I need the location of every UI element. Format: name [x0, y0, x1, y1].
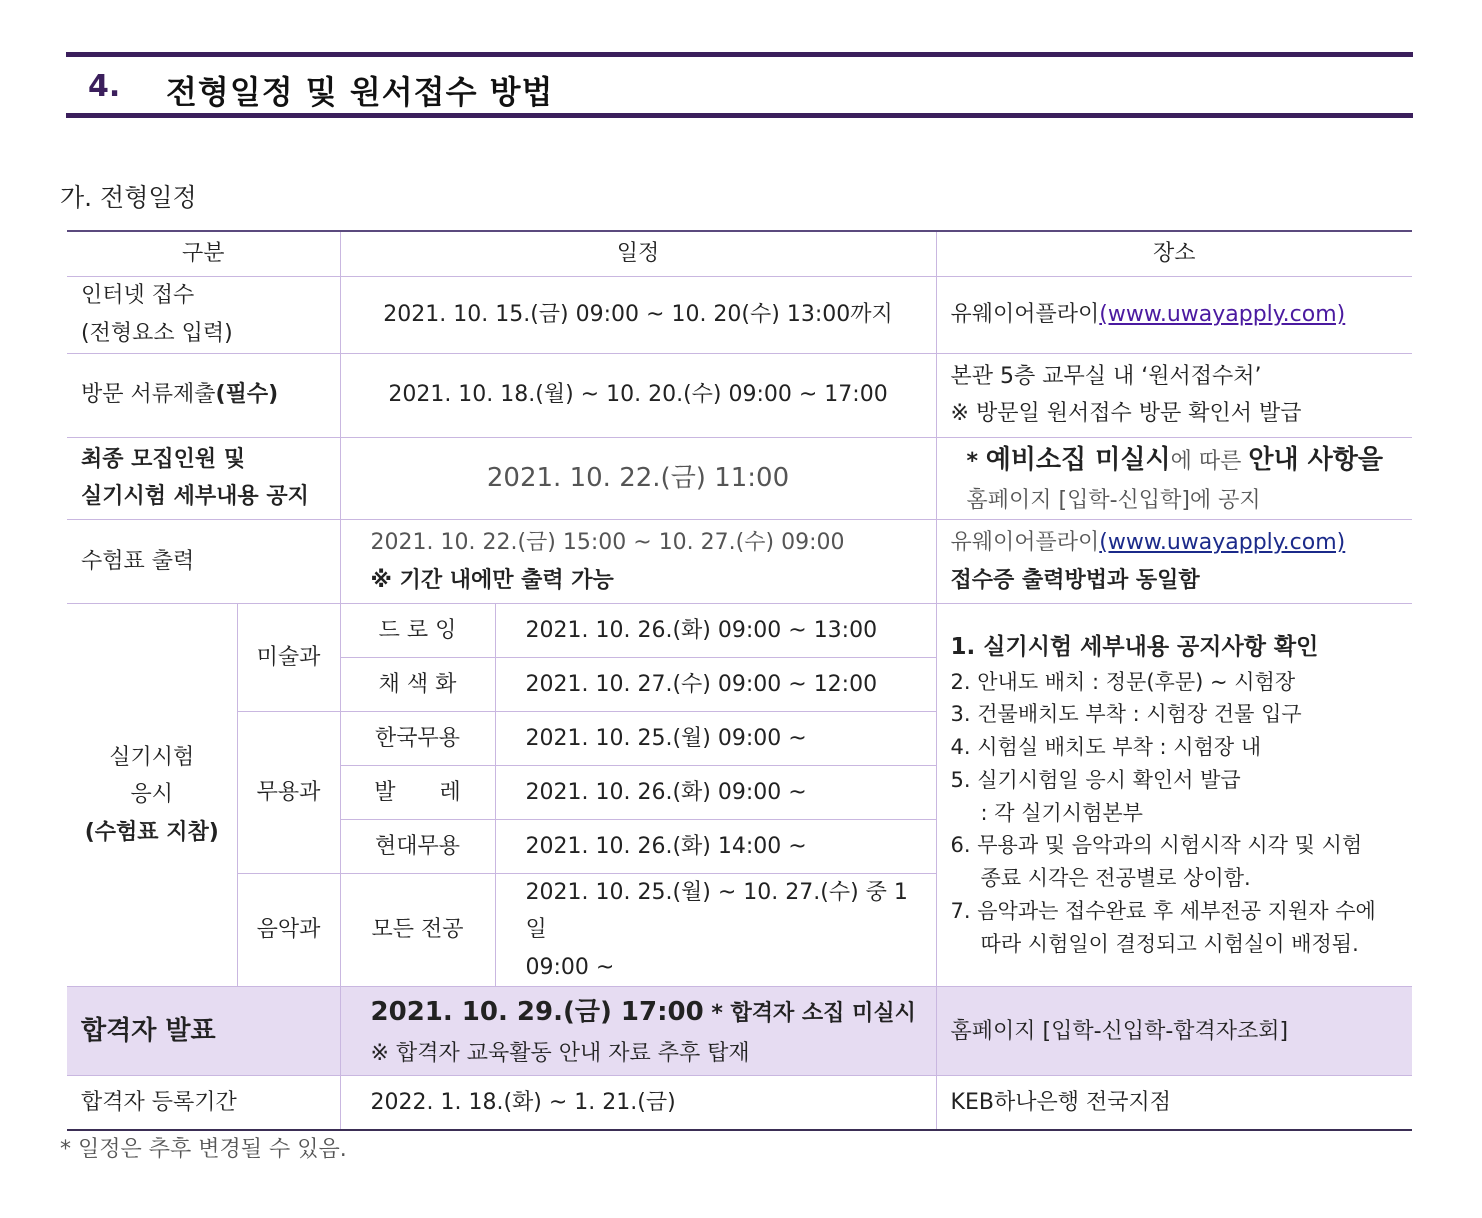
row-registration [67, 1076, 1412, 1130]
register-schedule: 2022. 1. 18.(화) ~ 1. 21.(금) [340, 1076, 936, 1130]
date-music: 2021. 10. 25.(월) ~ 10. 27.(수) 중 1일 09:00 ~ [495, 874, 936, 987]
footnote: * 일정은 추후 변경될 수 있음. [60, 1137, 347, 1162]
section-title: 전형일정 및 원서접수 방법 [166, 73, 554, 111]
practical-notes: 1. 실기시험 세부내용 공지사항 확인 2. 안내도 배치 : 정문(후문) ~ 시험장 3. 건물배치도 부착 : 시험장 건물 입구 4. 시험실 배치도 부착 : 시험장 내 5. 실기시험일 응시 확인서 발급 : 각 실기시험본부 6. 무용과 및 음악과의 시험시작 시각 및 시험 종료 시각은 전공별로 상이함. 7. 음악과는 접수완료 후 세부전공 지원자 수에 따라 시험일이 결정되고 시험실이 배정됨. [936, 604, 1412, 987]
result-schedule: 2021. 10. 29.(금) 17:00 * 합격자 소집 미실시 ※ 합격자 교육활동 안내 자료 추후 탑재 [340, 987, 936, 1076]
row-ticket-print [67, 520, 1412, 604]
schedule-table [67, 230, 1412, 1131]
dept-music: 음악과 [237, 874, 340, 987]
ticket-place: 유웨이어플라이(www.uwayapply.com) 접수증 출력방법과 동일함 [936, 520, 1412, 604]
header-schedule: 일정 [340, 231, 936, 276]
header-category: 구분 [67, 231, 340, 276]
subsection-title: 가. 전형일정 [60, 183, 197, 212]
date-korean-dance: 2021. 10. 25.(월) 09:00 ~ [495, 712, 936, 766]
result-category: 합격자 발표 [67, 987, 340, 1076]
table-header-row [67, 231, 1412, 276]
notice-category: 최종 모집인원 및 실기시험 세부내용 공지 [67, 437, 340, 520]
section-header [66, 52, 1413, 118]
dept-dance: 무용과 [237, 712, 340, 874]
practical-category: 실기시험 응시 (수험표 지참) [67, 604, 237, 987]
major-modern-dance: 현대무용 [340, 820, 495, 874]
visit-place: 본관 5층 교무실 내 ‘원서접수처’ ※ 방문일 원서접수 방문 확인서 발급 [936, 353, 1412, 437]
date-ballet: 2021. 10. 26.(화) 09:00 ~ [495, 766, 936, 820]
online-place: 유웨이어플라이(www.uwayapply.com) [936, 276, 1412, 353]
row-visit-submission [67, 353, 1412, 437]
row-result-announcement [67, 987, 1412, 1076]
section-number: 4. [88, 69, 121, 104]
online-schedule: 2021. 10. 15.(금) 09:00 ~ 10. 20(수) 13:00까지 [340, 276, 936, 353]
major-korean-dance: 한국무용 [340, 712, 495, 766]
major-drawing: 드 로 잉 [340, 604, 495, 658]
ticket-schedule: 2021. 10. 22.(금) 15:00 ~ 10. 27.(수) 09:00 ※ 기간 내에만 출력 가능 [340, 520, 936, 604]
visit-schedule: 2021. 10. 18.(월) ~ 10. 20.(수) 09:00 ~ 17:00 [340, 353, 936, 437]
major-ballet: 발 레 [340, 766, 495, 820]
visit-category: 방문 서류제출(필수) [67, 353, 340, 437]
result-place: 홈페이지 [입학-신입학-합격자조회] [936, 987, 1412, 1076]
row-online-application [67, 276, 1412, 353]
major-painting: 채 색 화 [340, 658, 495, 712]
notice-place: * 예비소집 미실시에 따른 안내 사항을 홈페이지 [입학-신입학]에 공지 [936, 437, 1412, 520]
header-place: 장소 [936, 231, 1412, 276]
online-category: 인터넷 접수 (전형요소 입력) [67, 276, 340, 353]
row-final-notice [67, 437, 1412, 520]
date-modern-dance: 2021. 10. 26.(화) 14:00 ~ [495, 820, 936, 874]
ticket-category: 수험표 출력 [67, 520, 340, 604]
date-painting: 2021. 10. 27.(수) 09:00 ~ 12:00 [495, 658, 936, 712]
uwayapply-link[interactable]: (www.uwayapply.com) [1099, 301, 1346, 327]
date-drawing: 2021. 10. 26.(화) 09:00 ~ 13:00 [495, 604, 936, 658]
notice-schedule: 2021. 10. 22.(금) 11:00 [340, 437, 936, 520]
uwayapply-link-2[interactable]: (www.uwayapply.com) [1099, 530, 1346, 556]
register-category: 합격자 등록기간 [67, 1076, 340, 1130]
register-place: KEB하나은행 전국지점 [936, 1076, 1412, 1130]
dept-art: 미술과 [237, 604, 340, 712]
row-art-drawing [67, 604, 1412, 658]
major-all: 모든 전공 [340, 874, 495, 987]
